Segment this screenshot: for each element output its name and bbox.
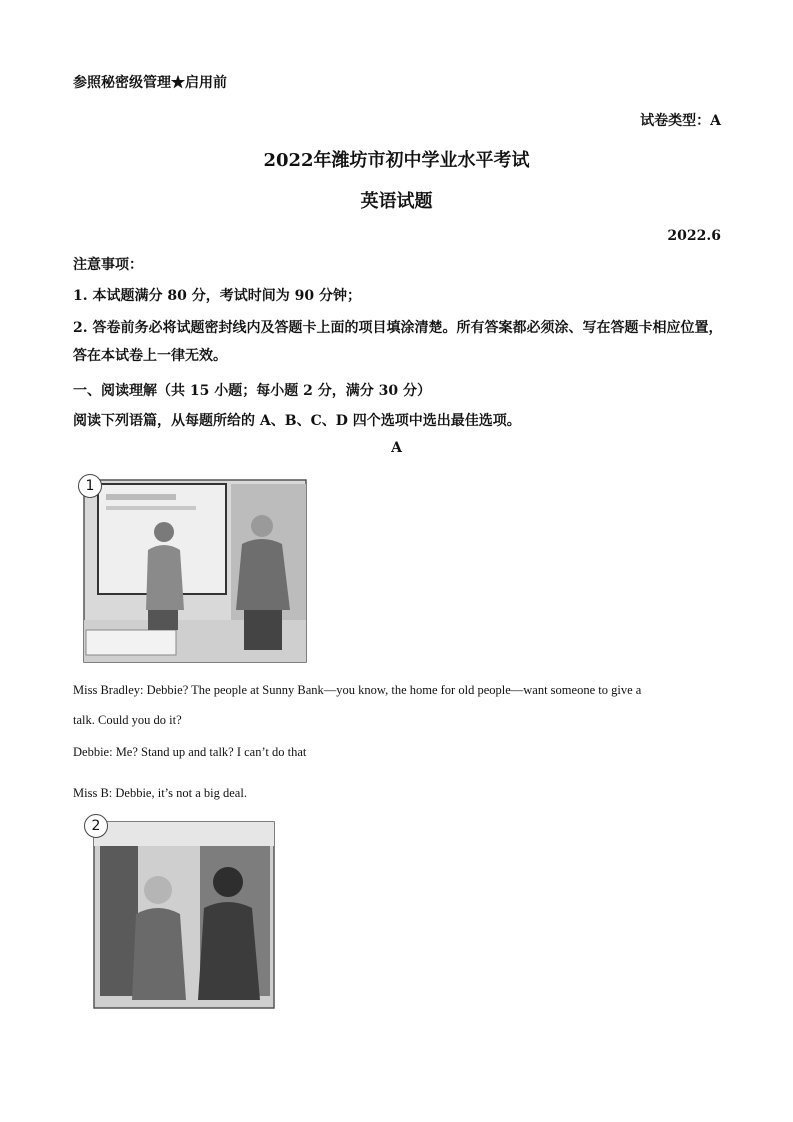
exam-date: 2022.6 (667, 228, 721, 244)
corridor-illustration (80, 810, 276, 1010)
dialogue-line-1-cont: talk. Could you do it? (73, 713, 182, 727)
secret-level-label: 参照秘密级管理★启用前 (73, 75, 227, 91)
classroom-illustration (76, 470, 308, 664)
exam-title: 2022年潍坊市初中学业水平考试 (263, 150, 530, 171)
note-item-1: 1. 本试题满分 80 分，考试时间为 90 分钟； (73, 288, 361, 304)
picture-number-1: 1 (78, 474, 102, 498)
picture-number-2: 2 (84, 814, 108, 838)
dialogue-line-3: Miss B: Debbie, it’s not a big deal. (73, 786, 247, 800)
paper-type-label: 试卷类型：A (640, 113, 721, 129)
dialogue-line-1: Miss Bradley: Debbie? The people at Sunny Bank—you know, the home for old people—want someone to give a (73, 683, 642, 697)
comic-picture-1 (76, 470, 308, 664)
passage-label: A (391, 440, 402, 456)
exam-subtitle: 英语试题 (360, 191, 433, 212)
dialogue-line-2: Debbie: Me? Stand up and talk? I can’t do that (73, 745, 307, 759)
section-instruction: 阅读下列语篇，从每题所给的 A、B、C、D 四个选项中选出最佳选项。 (73, 413, 521, 429)
section-heading: 一、阅读理解（共 15 小题；每小题 2 分，满分 30 分） (73, 383, 431, 399)
note-item-2: 2. 答卷前务必将试题密封线内及答题卡上面的项目填涂清楚。所有答案都必须涂、写在答题卡相应位置，答在本试卷上一律无效。 (73, 320, 723, 364)
notes-heading: 注意事项： (73, 257, 143, 273)
comic-picture-2 (80, 810, 276, 1010)
